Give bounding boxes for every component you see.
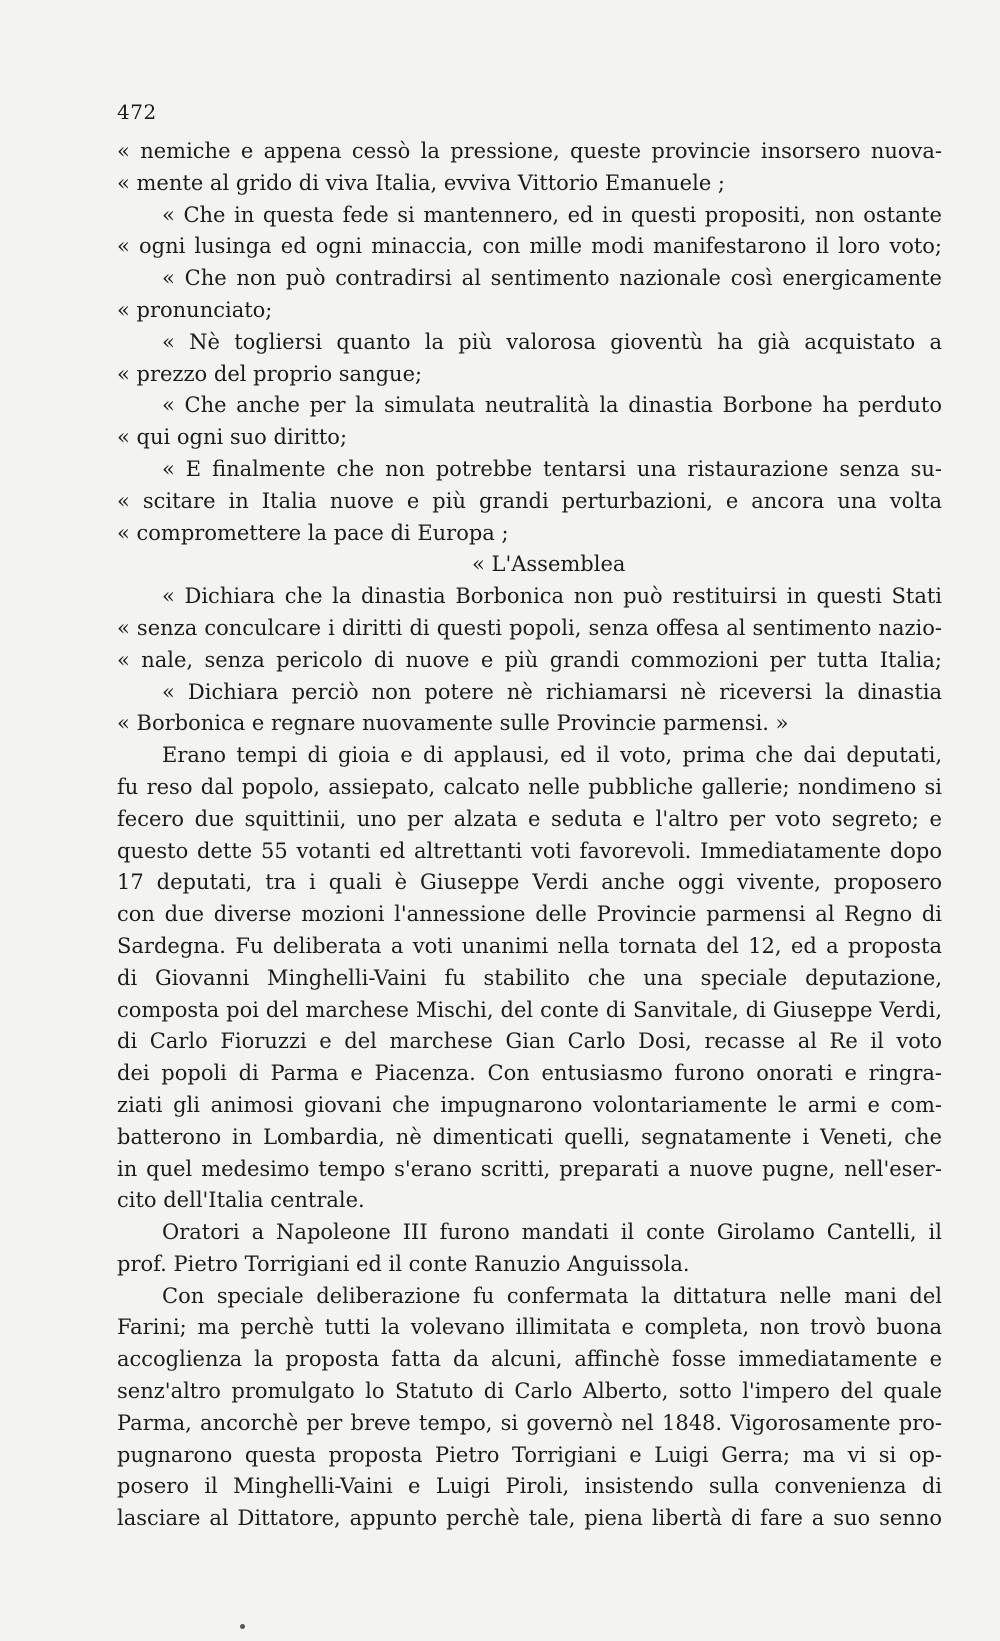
text-line: dei popoli di Parma e Piacenza. Con entusiasmo furono onorati e ringra- [117,1061,942,1086]
text-line: fu reso dal popolo, assiepato, calcato nelle pubbliche gallerie; nondimeno si [117,774,942,799]
page-number: 472 [117,100,157,124]
page-text [117,136,942,1535]
text-line: con due diverse mozioni l'annessione delle Provincie parmensi al Regno di [117,902,942,927]
text-line: lasciare al Dittatore, appunto perchè tale, piena libertà di fare a suo senno [117,1506,942,1531]
text-line: « prezzo del proprio sangue; [117,361,423,386]
text-line: « compromettere la pace di Europa ; [117,520,509,545]
text-line: « Borbonica e regnare nuovamente sulle Provincie parmensi. » [117,711,789,736]
text-line: Erano tempi di gioia e di applausi, ed il voto, prima che dai deputati, [162,743,942,768]
text-line: prof. Pietro Torrigiani ed il conte Ranuzio Anguissola. [117,1251,690,1276]
text-line: Oratori a Napoleone III furono mandati il conte Girolamo Cantelli, il [162,1220,942,1245]
text-line: batterono in Lombardia, nè dimenticati quelli, segnatamente i Veneti, che [117,1124,942,1149]
text-line: fecero due squittinii, uno per alzata e seduta e l'altro per voto segreto; e [117,806,942,831]
text-line: questo dette 55 votanti ed altrettanti voti favorevoli. Immediatamente dopo [117,838,942,863]
text-line: « Dichiara perciò non potere nè richiamarsi nè riceversi la dinastia [162,679,942,704]
text-line: « nemiche e appena cessò la pressione, queste provincie insorsero nuova- [117,139,942,163]
text-line: « mente al grido di viva Italia, evviva Vittorio Emanuele ; [117,170,726,195]
text-line: « senza conculcare i diritti di questi popoli, senza offesa al sentimento nazio- [117,615,942,640]
text-line: « E finalmente che non potrebbe tentarsi una ristaurazione senza su- [162,456,942,481]
text-line: ziati gli animosi giovani che impugnarono volontariamente le armi e com- [117,1092,942,1117]
ink-speck [240,1624,245,1629]
text-line: « pronunciato; [117,297,273,322]
text-line: accoglienza la proposta fatta da alcuni, affinchè fosse immediatamente e [117,1347,942,1372]
text-line: « nale, senza pericolo di nuove e più grandi commozioni per tutta Italia; [117,647,942,672]
text-line: senz'altro promulgato lo Statuto di Carlo Alberto, sotto l'impero del quale [117,1379,942,1404]
text-line: composta poi del marchese Mischi, del conte di Sanvitale, di Giuseppe Verdi, [117,997,942,1022]
text-line: 17 deputati, tra i quali è Giuseppe Verdi anche oggi vivente, proposero [117,870,942,895]
text-line: Sardegna. Fu deliberata a voti unanimi nella tornata del 12, ed a proposta [117,933,942,958]
text-line: « Che in questa fede si mantennero, ed in questi propositi, non ostante [162,202,942,227]
text-line: « scitare in Italia nuove e più grandi perturbazioni, e ancora una volta [117,488,942,513]
text-line: Con speciale deliberazione fu confermata la dittatura nelle mani del [162,1283,942,1308]
text-line: Farini; ma perchè tutti la volevano illimitata e completa, non trovò buona [117,1315,942,1340]
text-line: « Che non può contradirsi al sentimento nazionale così energicamente [162,266,942,291]
text-line: « qui ogni suo diritto; [117,425,348,450]
text-line: in quel medesimo tempo s'erano scritti, preparati a nuove pugne, nell'eser- [117,1156,942,1181]
text-line: di Giovanni Minghelli-Vaini fu stabilito che una speciale deputazione, [117,965,942,990]
text-line: pugnarono questa proposta Pietro Torrigiani e Luigi Gerra; ma vi si op- [117,1442,942,1467]
text-line: « L'Assemblea [472,552,626,577]
text-line: cito dell'Italia centrale. [117,1188,365,1213]
text-line: « Nè togliersi quanto la più valorosa gioventù ha già acquistato a [162,329,942,354]
text-line: « Che anche per la simulata neutralità la dinastia Borbone ha perduto [162,393,942,418]
text-line: posero il Minghelli-Vaini e Luigi Piroli, insistendo sulla convenienza di [117,1474,942,1499]
text-line: « Dichiara che la dinastia Borbonica non può restituirsi in questi Stati [162,584,942,609]
text-line: Parma, ancorchè per breve tempo, si governò nel 1848. Vigorosamente pro- [117,1410,942,1435]
text-line: di Carlo Fioruzzi e del marchese Gian Carlo Dosi, recasse al Re il voto [117,1029,942,1054]
text-line: « ogni lusinga ed ogni minaccia, con mille modi manifestarono il loro voto; [117,234,942,259]
